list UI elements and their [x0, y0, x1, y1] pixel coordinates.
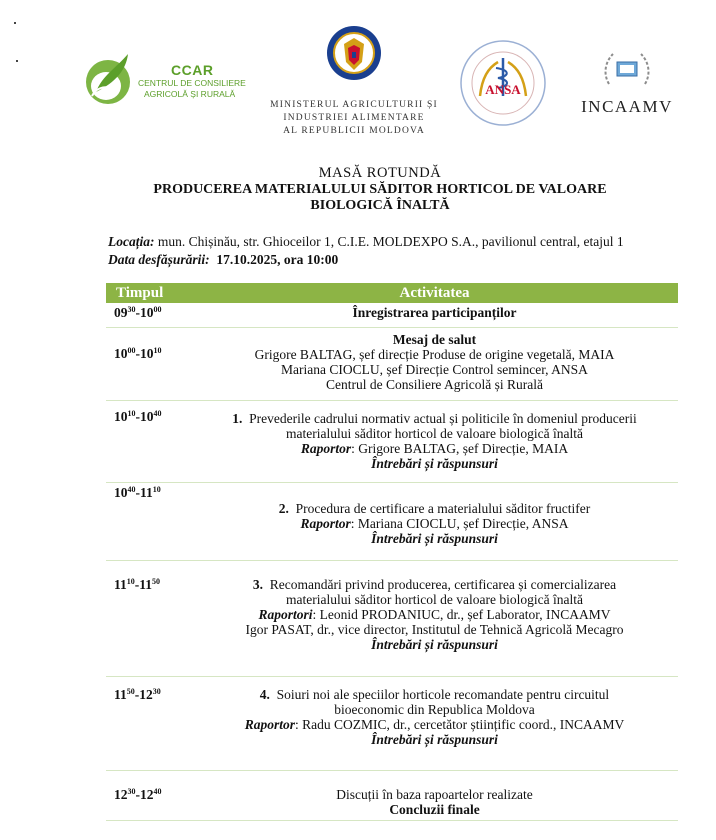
activity-cell	[191, 303, 678, 327]
program-table	[106, 283, 678, 821]
table-row	[106, 327, 678, 400]
activity-text: Înregistrarea participanților	[352, 305, 517, 320]
activity-cell	[191, 770, 678, 820]
ccar-name-line2: AGRICOLĂ ȘI RURALĂ	[144, 89, 236, 99]
speaker-line: Igor PASAT, dr., vice director, Institutul de Tehnică Agricolă Mecagro	[245, 621, 624, 637]
time-cell: $10^{00}-10^{10}$	[106, 327, 191, 400]
incaamv-logo	[572, 50, 682, 117]
ccar-abbr: CCAR	[171, 62, 214, 78]
ansa-abbr: ANSA	[485, 82, 521, 97]
activity-line: 3. Recomandări privind producerea, certificarea și comercializarea	[252, 576, 617, 592]
activity-line: 4. Soiuri noi ale speciilor horticole recomandate pentru circuitul	[259, 686, 610, 702]
ministry-logo	[264, 18, 444, 138]
logo-bar	[0, 0, 716, 150]
activity-line: 2. Procedura de certificare a materialului săditor fructifer	[278, 500, 591, 516]
date-label: Data desfășurării:	[108, 252, 210, 267]
time-cell: $11^{10}-11^{50}$	[106, 560, 191, 676]
activity-line: Grigore BALTAG, șef direcție Produse de origine vegetală, MAIA	[254, 346, 615, 362]
ministry-name-line2: INDUSTRIEI ALIMENTARE	[283, 113, 425, 123]
activity-line: Discuții în baza rapoartelor realizate	[336, 786, 533, 802]
ministry-name-line3: AL REPUBLICII MOLDOVA	[283, 126, 425, 136]
activity-line: materialului săditor horticol de valoare biologică înaltă	[286, 425, 583, 441]
document-title: MASĂ ROTUNDĂ	[318, 165, 442, 181]
ansa-logo	[458, 38, 548, 128]
date-line	[108, 251, 678, 269]
table-row	[106, 303, 678, 327]
incaamv-wreath-icon	[597, 50, 657, 88]
col-header-activity: Activitatea	[191, 283, 678, 303]
table-row	[106, 770, 678, 820]
table-row	[106, 400, 678, 482]
speaker-line: Raportor: Radu COZMIC, dr., cercetător științific coord., INCAAMV	[244, 716, 625, 732]
activity-line: Mariana CIOCLU, șef Direcție Control semincer, ANSA	[281, 361, 588, 377]
speaker-line: Raportor: Mariana CIOCLU, șef Direcție, ANSA	[300, 515, 569, 531]
table-header-row	[106, 283, 678, 303]
moldova-coat-of-arms-icon	[326, 18, 382, 88]
qa-line: Întrebări și răspunsuri	[371, 636, 498, 652]
date-value: 17.10.2025, ora 10:00	[216, 252, 339, 267]
qa-line: Întrebări și răspunsuri	[371, 731, 498, 747]
activity-title: Mesaj de salut	[392, 331, 477, 347]
activity-cell	[191, 327, 678, 400]
time-cell: $10^{40}-11^{10}$	[106, 482, 191, 560]
document-subtitle-line2: BIOLOGICĂ ÎNALTĂ	[310, 198, 450, 213]
activity-cell	[191, 560, 678, 676]
qa-line: Întrebări și răspunsuri	[371, 530, 498, 546]
ministry-name-line1: MINISTERUL AGRICULTURII ȘI	[270, 100, 438, 110]
activity-line: Centrul de Consiliere Agricolă și Rurală	[325, 376, 544, 392]
document-subtitle-line1: PRODUCEREA MATERIALULUI SĂDITOR HORTICOL DE VALOARE	[153, 182, 607, 197]
activity-line: 1. Prevederile cadrului normativ actual și politicile în domeniul producerii	[232, 410, 637, 426]
table-row	[106, 482, 678, 560]
time-cell: $10^{10}-10^{40}$	[106, 400, 191, 482]
document-header	[100, 165, 660, 214]
activity-line: bioeconomic din Republica Moldova	[334, 701, 535, 717]
ccar-logo	[82, 46, 257, 116]
ansa-emblem-icon	[458, 38, 548, 128]
col-header-time: Timpul	[106, 283, 191, 303]
speaker-line: Raportor: Grigore BALTAG, șef Direcție, MAIA	[300, 440, 569, 456]
incaamv-name: INCAAMV	[581, 97, 673, 116]
event-meta	[108, 233, 678, 269]
time-cell: $09^{30}-10^{00}$	[106, 303, 191, 327]
speaker-line: Raportori: Leonid PRODANIUC, dr., șef Laborator, INCAAMV	[258, 606, 611, 622]
activity-cell	[191, 482, 678, 560]
qa-line: Întrebări și răspunsuri	[371, 455, 498, 471]
ccar-leaf-icon	[82, 46, 138, 108]
table-row	[106, 560, 678, 676]
activity-cell	[191, 676, 678, 770]
location-line	[108, 233, 678, 251]
location-label: Locația:	[108, 234, 155, 249]
time-cell: $11^{50}-12^{30}$	[106, 676, 191, 770]
activity-line: materialului săditor horticol de valoare biologică înaltă	[286, 591, 583, 607]
time-cell: $12^{30}-12^{40}$	[106, 770, 191, 820]
activity-line: Concluzii finale	[389, 801, 480, 817]
ccar-name-line1: CENTRUL DE CONSILIERE	[138, 78, 246, 88]
activity-cell	[191, 400, 678, 482]
location-value: mun. Chișinău, str. Ghioceilor 1, C.I.E. MOLDEXPO S.A., pavilionul central, etajul 1	[154, 234, 624, 249]
table-row	[106, 676, 678, 770]
